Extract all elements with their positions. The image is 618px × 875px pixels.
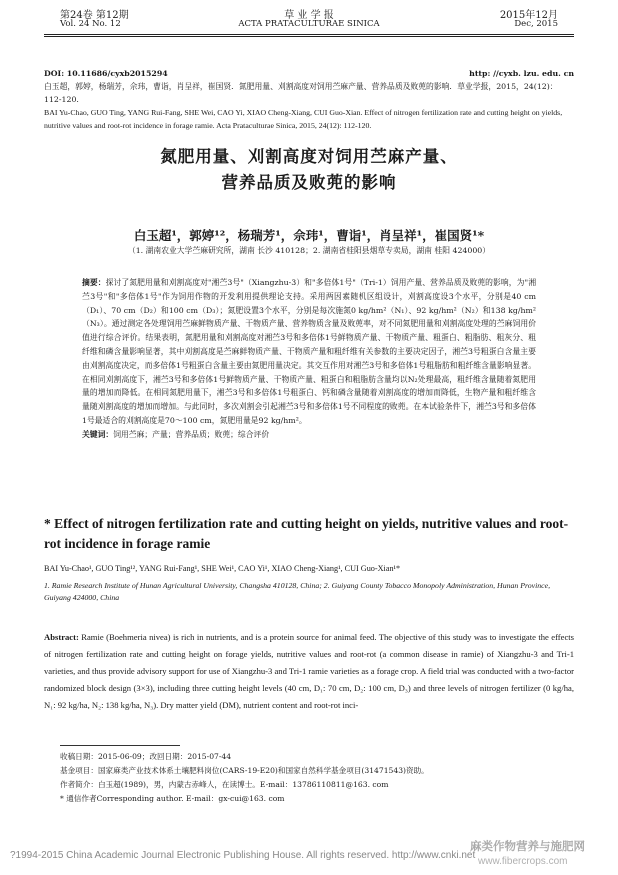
abstract-cn-text: 探讨了氮肥用量和刈割高度对"湘苎3号"（Xiangzhu-3）和"多倍体1号"（Tri-1）饲用产量、营养品质及败蔸的影响，为"湘苎3号"和"多倍体1号"作为饲用作物的开发利用提供理论支持。采用两因素随机区组设计，刈割高度设3个水平，分别是40 cm（D₁）、70 cm（D₂）和100 cm（D₃）；氮肥设置3个水平，分别是每次施氮0 kg/hm²（N₁）、92 kg/hm²（N₂）和138 kg/hm²（N₃）。通过测定各处理饲用苎麻鲜物质产量、干物质产量、营养物质含量及败蔸率，对不同氮肥用量和刈割高度处理的苎麻饲用价值进行综合评价。结果表明，氮肥用量和刈割高度对湘苎3号和多倍体1号鲜物质产量、干物质产量、粗蛋白、粗脂肪、粗灰分、粗纤维和磷含量影响显著，其中刈割高度是苎麻鲜物质产量、干物质产量和粗纤维有关参数的主要决定因子，湘苎3号粗蛋白含量主要由刈割高度决定，而多倍体1号粗蛋白含量主要由氮肥用量决定。其交互作用对湘苎3号和多倍体1号粗脂肪和粗纤维含量影响显著。在相同刈割高度下，湘苎3号和多倍体1号鲜物质产量、干物质产量、粗蛋白和粗脂肪含量均以N₂处理最高，粗纤维含量随着氮肥用量的增加而降低。在相同氮肥用量下，湘苎3号和多倍体1号粗蛋白、钙和磷含量随着刈割高度的增加而降低，生物产量和粗纤维含量随刈割高度的增加而增加。与此同时，多次刈割会引起湘苎3号和多倍体1号不同程度的败蔸。在本试验条件下，湘苎3号和多倍体1号最适合的刈割高度是70～100 cm，氮肥用量是92 kg/hm²。 [82,278,536,425]
title-cn-line1: 氮肥用量、刈割高度对饲用苎麻产量、 [160,147,458,166]
affiliation-en: 1. Ramie Research Institute of Hunan Agricultural University, Changsha 410128, China; 2. Guiyang County Tobacco Monopoly Administration, Hunan Province, Guiyang 424000, China [44,581,551,602]
title-cn [0,144,618,196]
footnotes [60,750,570,806]
header-rule-thin [44,36,574,37]
footnote-rule [60,745,180,746]
footnote-author: 作者简介：白玉超(1989)，男，内蒙古赤峰人，在读博士。E-mail：13786110811@163. com [60,780,389,789]
footnote-received: 收稿日期：2015-06-09；改回日期：2015-07-44 [60,752,232,761]
abstract-en-text: Ramie (Boehmeria nivea) is rich in nutrients, and is a protein source for animal feed. The objective of this study was to investigate the effects of nitrogen fertilization rate and cutting height on forage yields, nutritive values and root-rot (a common disease in ramie) of Xiangzhu-3 and Tri-1 varieties, and thus provide advisory support for use of Xiangzhu-3 and Tri-1 ramie varieties as a forage crop. A field trial was conducted with a two-factor randomized block design (3×3), including three cutting height levels (40 cm, D₁: 70 cm, D₂: 100 cm, D₃) and three levels of nitrogen fertilizer (0 kg/ha, N₁: 92 kg/ha, N₂: 138 kg/ha, N₃). Dry matter yield (DM), nutrient content and root-rot inci- [44,632,574,710]
journal-name-en: ACTA PRATACULTURAE SINICA [238,19,380,29]
header-rule [44,34,574,35]
doi: DOI: 10.11686/cyxb2015294 [44,69,168,78]
title-cn-line2: 营养品质及败蔸的影响 [221,173,397,192]
journal-date-en: Dec, 2015 [514,19,558,29]
title-en [44,514,574,554]
abstract-cn [82,276,536,442]
citation-cn: 白玉超，郭婷，杨瑞芳，佘玮，曹诣，肖呈祥，崔国贤．氮肥用量、刈割高度对饲用苎麻产量、营养品质及败蔸的影响．草业学报，2015，24(12)：112-120. [44,82,558,104]
copyright-line: ?1994-2015 China Academic Journal Electronic Publishing House. All rights reserved. http://www.cnki.net [10,850,476,861]
abstract-en [44,629,574,714]
footnote-funding: 基金项目：国家麻类产业技术体系土壤肥料岗位(CARS-19-E20)和国家自然科学基金项目(31471543)资助。 [60,766,429,775]
citation-en: BAI Yu-Chao, GUO Ting, YANG Rui-Fang, SHE Wei, CAO Yi, XIAO Cheng-Xiang, CUI Guo-Xian. Effect of nitrogen fertilization rate and cutting height on yields, nutritive values and root-rot incidence in forage ramie. Acta Prataculturae Sinica, 2015, 24(12): 112-120. [44,108,563,130]
keywords: 饲用苎麻；产量；营养品质；败蔸；综合评价 [113,429,270,439]
watermark-url: www.fibercrops.com [478,856,568,867]
title-en-text: Effect of nitrogen fertilization rate and cutting height on yields, nutritive values and root-rot incidence in forage ramie [44,516,569,551]
authors-en: BAI Yu-Chao¹, GUO Ting¹², YANG Rui-Fang¹, SHE Wei¹, CAO Yi¹, XIAO Cheng-Xiang¹, CUI Guo-Xian¹* [44,564,401,573]
journal-url[interactable]: http: //cyxb. lzu. edu. cn [469,69,574,78]
abstract-en-label: Abstract: [44,632,79,642]
journal-volume-cn: 第24卷 第12期 [60,10,129,21]
authors-cn: 白玉超¹，郭婷¹²，杨瑞芳¹，佘玮¹，曹诣¹，肖呈祥¹，崔国贤¹* [133,228,485,243]
abstract-cn-label: 摘要： [82,278,106,287]
footnote-corresponding: * 通信作者Corresponding author. E-mail：gx-cui@163. com [60,794,285,803]
watermark-cn: 麻类作物营养与施肥网 [470,841,585,853]
title-en-marker: * [44,516,55,531]
keywords-label: 关键词： [82,429,114,439]
affiliation-cn: （1. 湖南农业大学苎麻研究所，湖南 长沙 410128；2. 湖南省桂阳县烟草专卖局，湖南 桂阳 424000） [127,246,491,255]
journal-date-cn: 2015年12月 [499,10,558,21]
journal-volume-en: Vol. 24 No. 12 [60,19,121,29]
journal-name-cn: 草 业 学 报 [284,10,334,21]
